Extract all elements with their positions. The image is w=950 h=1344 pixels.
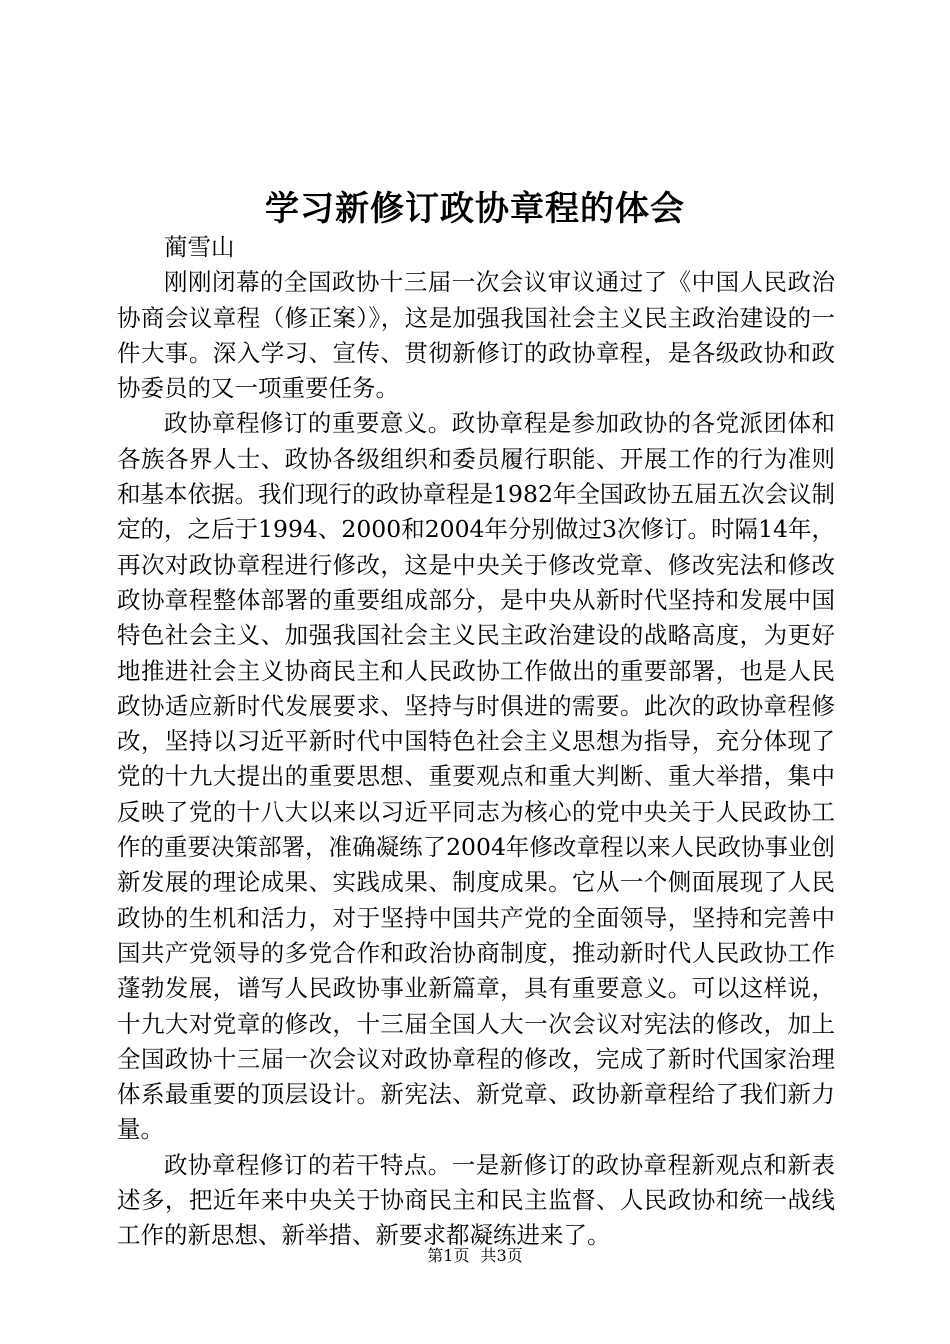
paragraph-significance: 政协章程修订的重要意义。政协章程是参加政协的各党派团体和各族各界人士、政协各级组织和委员履行职能、开展工作的行为准则和基本依据。我们现行的政协章程是1982年全国政协五届五次会议制定的，之后于1994、2000和2004年分别做过3次修订。时隔14年，再次对政协章程进行修改，这是中央关于修改党章、修改宪法和修改政协章程整体部署的重要组成部分，是中央从新时代坚持和发展中国特色社会主义、加强我国社会主义民主政治建设的战略高度，为更好地推进社会主义协商民主和人民政协工作做出的重要部署，也是人民政协适应新时代发展要求、坚持与时俱进的需要。此次的政协章程修改，坚持以习近平新时代中国特色社会主义思想为指导，充分体现了党的十九大提出的重要思想、重要观点和重大判断、重大举措，集中反映了党的十八大以来以习近平同志为核心的党中央关于人民政协工作的重要决策部署，准确凝练了2004年修改章程以来人民政协事业创新发展的理论成果、实践成果、制度成果。它从一个侧面展现了人民政协的生机和活力，对于坚持中国共产党的全面领导，坚持和完善中国共产党领导的多党合作和政治协商制度，推动新时代人民政协工作蓬勃发展，谱写人民政协事业新篇章，具有重要意义。可以这样说，十九大对党章的修改，十三届全国人大一次会议对宪法的修改，加上全国政协十三届一次会议对政协章程的修改，完成了新时代国家治理体系最重要的顶层设计。新宪法、新党章、政协新章程给了我们新力量。 [117,409,835,1144]
paragraph-features: 政协章程修订的若干特点。一是新修订的政协章程新观点和新表述多，把近年来中央关于协商民主和民主监督、人民政协和统一战线工作的新思想、新举措、新要求都凝练进来了。 [117,1150,835,1250]
document-title: 学习新修订政协章程的体会 [265,189,685,229]
paragraph-intro: 刚刚闭幕的全国政协十三届一次会议审议通过了《中国人民政治协商会议章程（修正案）》，这是加强我国社会主义民主政治建设的一件大事。深入学习、宣传、贯彻新修订的政协章程，是各级政协和政协委员的又一项重要任务。 [117,268,835,403]
document-body [117,230,835,1254]
page-total: 共3页 [480,1246,523,1265]
page-footer [0,1245,950,1267]
page-number: 第1页 [427,1246,470,1265]
author-name: 蔺雪山 [164,233,235,261]
